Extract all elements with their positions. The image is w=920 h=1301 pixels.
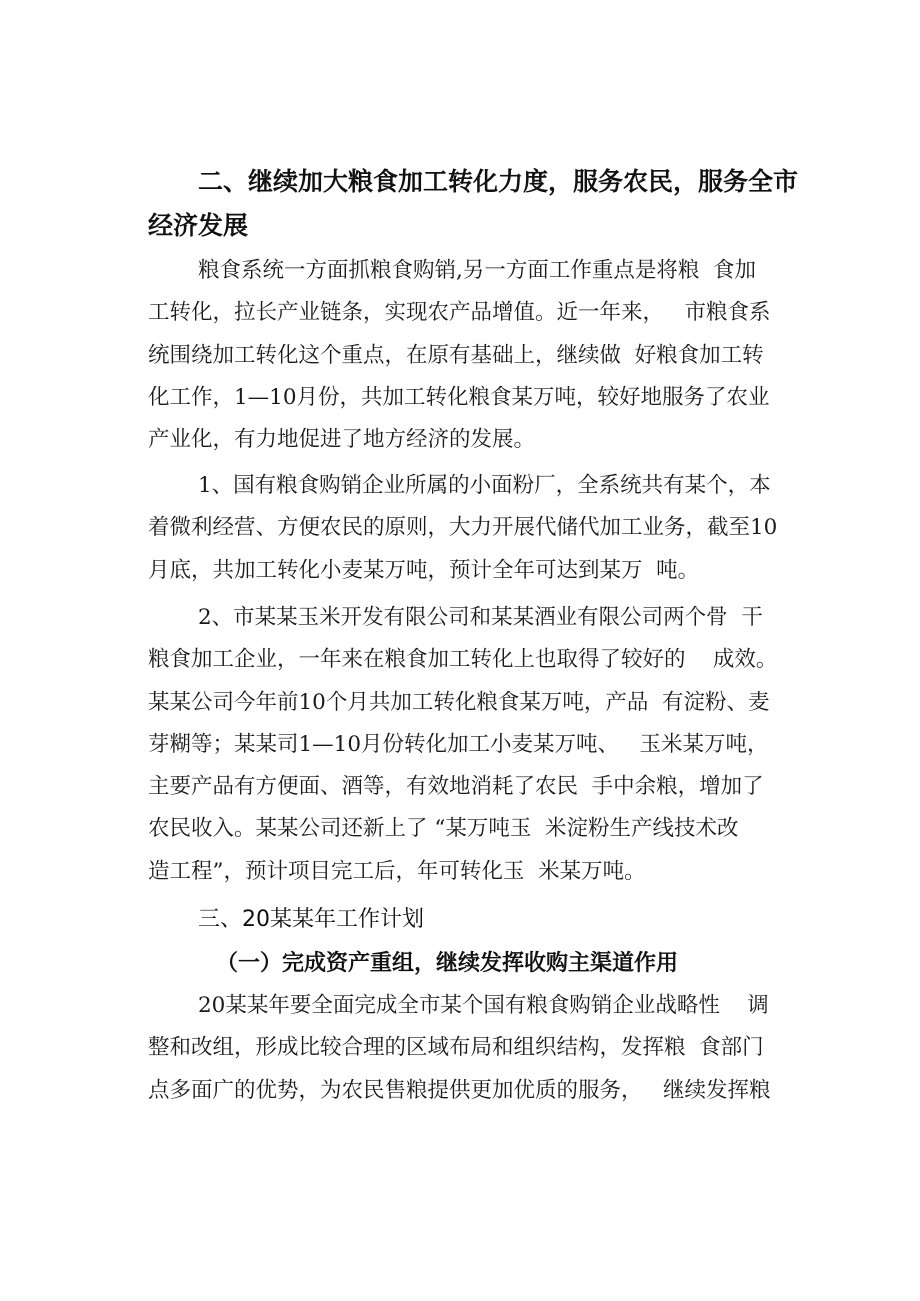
item-1-line-1: 1、国有粮食购销企业所属的小面粉厂，全系统共有某个，本 — [198, 473, 771, 498]
plan-paragraph — [148, 985, 808, 1112]
section-3-heading — [148, 900, 808, 940]
item-2-line-7: 造工程”，预计项目完工后，年可转化玉 米某万吨。 — [148, 858, 646, 884]
section-2-heading — [148, 160, 808, 248]
intro-line-3: 统围绕加工转化这个重点，在原有基础上，继续做 好粮食加工转 — [148, 342, 764, 368]
subsection-1-heading-text: （一）完成资产重组，继续发挥收购主渠道作用 — [216, 951, 679, 976]
section-2-heading-line-2: 经济发展 — [148, 211, 249, 240]
item-2-line-3: 某某公司今年前10个月共加工转化粮食某万吨，产品 有淀粉、麦 — [148, 689, 770, 715]
intro-paragraph — [148, 250, 808, 461]
item-2-line-1: 2、市某某玉米开发有限公司和某某酒业有限公司两个骨 干 — [198, 605, 763, 630]
item-1-line-2: 着微利经营、方便农民的原则，大力开展代储代加工业务，截至10 — [148, 515, 778, 541]
intro-line-4: 化工作，1—10月份，共加工转化粮食某万吨，较好地服务了农业 — [148, 384, 770, 410]
subsection-1-heading — [148, 944, 808, 984]
intro-line-1: 粮食系统一方面抓粮食购销,另一方面工作重点是将粮 食加 — [198, 258, 757, 283]
item-2-paragraph — [148, 597, 808, 893]
intro-line-5: 产业化，有力地促进了地方经济的发展。 — [148, 427, 536, 453]
item-2-line-5: 主要产品有方便面、酒等，有效地消耗了农民 手中余粮，增加了 — [148, 774, 764, 800]
item-2-line-4: 芽糊等；某某司1—10月份转化加工小麦某万吨、 玉米某万吨， — [148, 731, 769, 757]
item-1-paragraph — [148, 465, 808, 592]
item-2-line-6: 农民收入。某某公司还新上了 “某万吨玉 米淀粉生产线技术改 — [148, 816, 739, 842]
plan-line-2: 整和改组，形成比较合理的区域布局和组织结构，发挥粮 食部门 — [148, 1035, 764, 1061]
intro-line-2: 工转化，拉长产业链条，实现农产品增值。近一年来， 市粮食系 — [148, 300, 771, 326]
item-1-line-3: 月底，共加工转化小麦某万吨，预计全年可达到某万 吨。 — [148, 557, 700, 583]
section-3-heading-text: 三、20某某年工作计划 — [198, 907, 424, 932]
section-2-heading-line-1: 二、继续加大粮食加工转化力度，服务农民，服务全市 — [198, 167, 799, 196]
item-2-line-2: 粮食加工企业，一年来在粮食加工转化上也取得了较好的 成效。 — [148, 647, 778, 673]
plan-line-1: 20某某年要全面完成全市某个国有粮食购销企业战略性 调 — [198, 993, 769, 1018]
plan-line-3: 点多面广的优势，为农民售粮提供更加优质的服务， 继续发挥粮 — [148, 1077, 771, 1103]
